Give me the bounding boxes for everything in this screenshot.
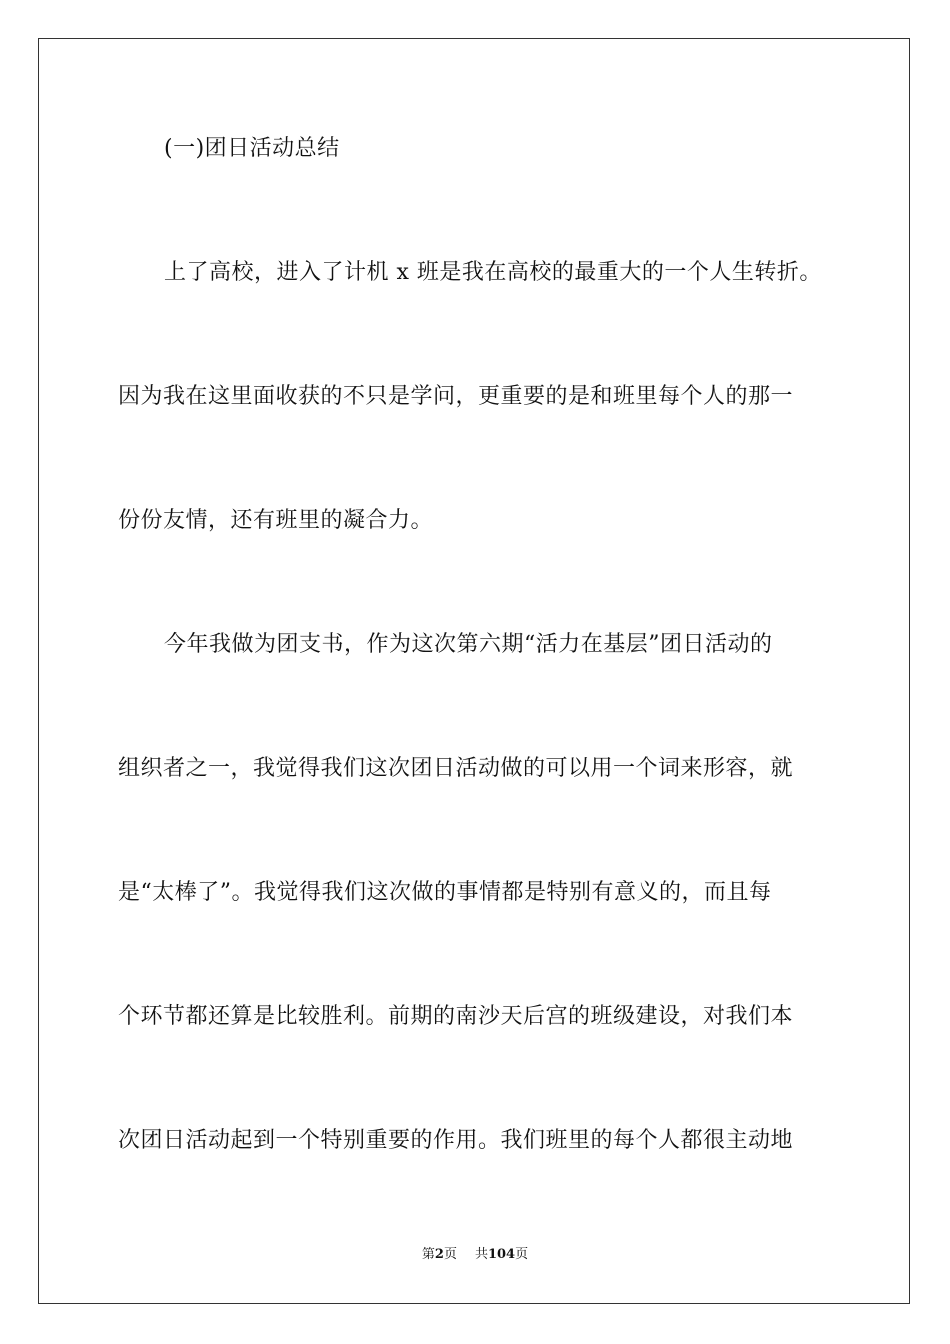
page-border	[38, 38, 910, 1304]
total-pages: 104	[487, 1247, 516, 1262]
page-suffix: 页	[443, 1247, 457, 1262]
total-prefix: 共	[474, 1247, 488, 1262]
total-suffix: 页	[515, 1247, 529, 1262]
paragraph-line: 因为我在这里面收获的不只是学问，更重要的是和班里每个人的那一	[118, 384, 794, 409]
paragraph-line: 个环节都还算是比较胜利。前期的南沙天后宫的班级建设，对我们本	[118, 1004, 794, 1029]
page-prefix: 第	[421, 1247, 435, 1262]
paragraph-line: 次团日活动起到一个特别重要的作用。我们班里的每个人都很主动地	[118, 1128, 794, 1153]
paragraph-line: 上了高校，进入了计机 x 班是我在高校的最重大的一个人生转折。	[164, 260, 822, 285]
paragraph-line: 今年我做为团支书，作为这次第六期“活力在基层”团日活动的	[164, 632, 773, 657]
paragraph-line: 是“太棒了”。我觉得我们这次做的事情都是特别有意义的，而且每	[118, 880, 772, 905]
page-footer	[0, 1246, 950, 1264]
page-number: 2	[434, 1247, 444, 1262]
paragraph-line: 组织者之一，我觉得我们这次团日活动做的可以用一个词来形容，就	[118, 756, 794, 781]
paragraph-line: 份份友情，还有班里的凝合力。	[118, 508, 434, 533]
section-heading: (一)团日活动总结	[164, 136, 340, 161]
